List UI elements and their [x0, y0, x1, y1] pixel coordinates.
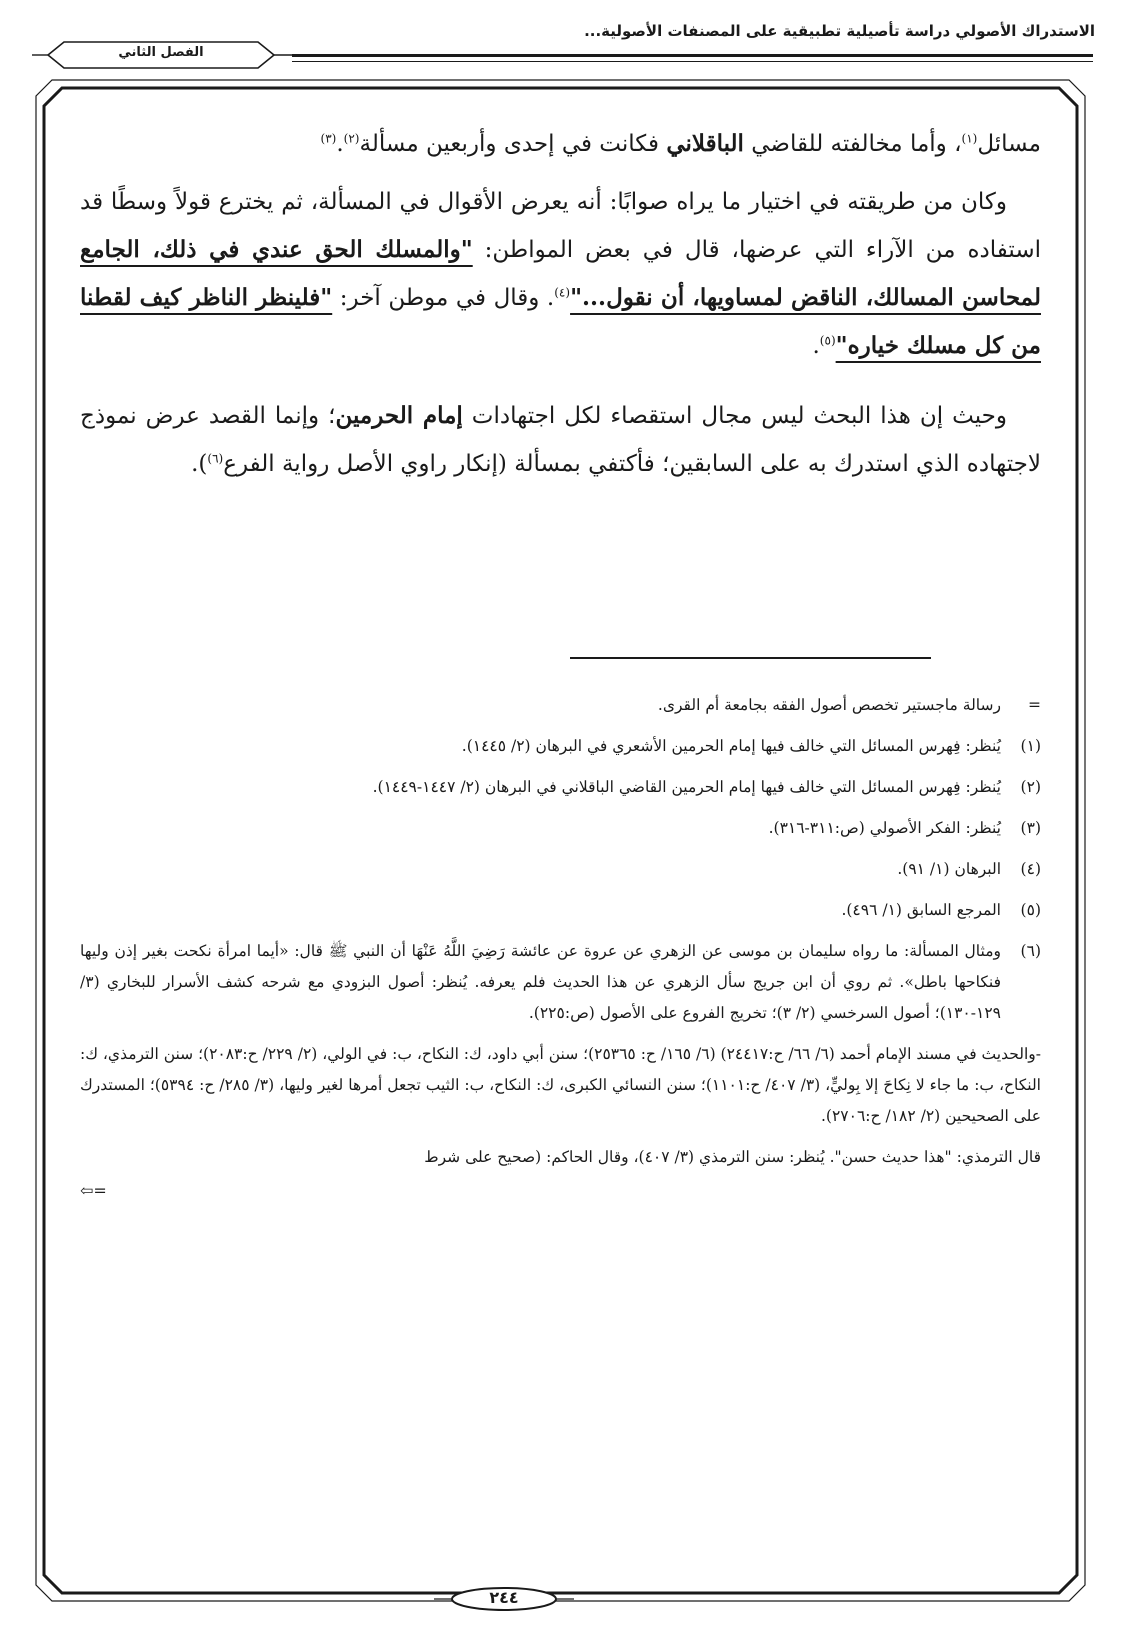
name-imam-haramayn: إمام الحرمين: [335, 402, 463, 429]
header-rule-thin: [292, 61, 1093, 62]
name-baqillani: الباقلاني: [666, 130, 744, 157]
footnote-number: (٦): [1020, 942, 1041, 960]
text-span: وكان من طريقته في اختيار ما يراه صوابًا: أنه يعرض الأقوال في المسألة، ثم يخترع قولاً وسطًا قد استفاده من الآراء التي عرضها، قال في بعض المواطن:: [80, 189, 1041, 263]
text-span: وحيث إن هذا البحث ليس مجال استقصاء لكل اجتهادات: [462, 403, 1008, 429]
text-span: فكانت في إحدى وأربعين مسألة: [359, 131, 667, 157]
footnote-6-hadith-sources: -والحديث في مسند الإمام أحمد (٦/ ٦٦/ ح:٢٤٤١٧) (٦/ ١٦٥/ ح: ٢٥٣٦٥)؛ سنن أبي داود، ك: النكاح، ب: في الولي، (٢/ ٢٢٩/ ح:٢٠٨٣)؛ سنن الترمذي، ك: النكاح، ب: ما جاء لا نِكاحَ إلا بِوليٍّ، (٣/ ٤٠٧/ ح:١١٠١)؛ سنن النسائي الكبرى، ك: النكاح، ب: الثيب تجعل أمرها لغير وليها، (٣/ ٢٨٥/ ح: ٥٣٩٤)؛ المستدرك على الصحيحين (٢/ ١٨٢/ ح:٢٧٠٦).: [80, 1045, 1041, 1125]
continuation-arrow-icon: ⇦=: [80, 1181, 107, 1200]
footnote-star: [80, 690, 1041, 721]
footnote-ref-6[interactable]: (٦): [207, 451, 224, 466]
footnote-marker: =: [1028, 696, 1041, 714]
footnote-number: (٤): [1020, 860, 1041, 878]
footnote-text: البرهان (١/ ٩١).: [897, 860, 1001, 878]
paragraph-2: [80, 178, 1041, 370]
footnote-6-grading: قال الترمذي: "هذا حديث حسن". يُنظر: سنن الترمذي (٣/ ٤٠٧)، وقال الحاكم: (صحيح على شرط: [424, 1148, 1041, 1166]
footnote-number: (٢): [1020, 778, 1041, 796]
footnote-number: (١): [1020, 737, 1041, 755]
footnote-separator: [570, 657, 931, 659]
running-title: الاستدراك الأصولي دراسة تأصيلية تطبيقية على المصنفات الأصولية...: [584, 22, 1095, 40]
main-text: [80, 120, 1041, 488]
footnote-5: [80, 895, 1041, 926]
footnote-ref-4[interactable]: (٤): [554, 285, 571, 300]
footnotes: [80, 690, 1041, 1206]
header-rule-thick: [292, 54, 1093, 57]
text-span: مسائل: [977, 131, 1041, 157]
footnote-4: [80, 854, 1041, 885]
footnote-text: ومثال المسألة: ما رواه سليمان بن موسى عن الزهري عن عروة عن عائشة رَضِيَ اللَّهُ عَنْهَا أن النبي ﷺ قال: «أيما امرأة نكحت بغير إذن وليها فنكاحها باطل». ثم روي أن ابن جريج سأل الزهري عن هذا الحديث فلم يعرفه. يُنظر: أصول البزودي مع شرحه كشف الأسرار للبخاري (٣/ ١٢٩-١٣٠)؛ أصول السرخسي (٢/ ٣)؛ تخريج الفروع على الأصول (ص:٢٢٥).: [80, 942, 1001, 1022]
chapter-label: الفصل الثاني: [118, 45, 204, 60]
text-span: .: [336, 131, 344, 157]
text-span: . وقال في موطن آخر:: [332, 285, 555, 311]
footnote-number: (٥): [1020, 901, 1041, 919]
footnote-ref-5[interactable]: (٥): [819, 333, 836, 348]
paragraph-3: [80, 392, 1041, 488]
footnote-text: يُنظر: الفكر الأصولي (ص:٣١١-٣١٦).: [768, 819, 1001, 837]
footnote-text: يُنظر: فِهرس المسائل التي خالف فيها إمام الحرمين الأشعري في البرهان (٢/ ١٤٤٥).: [461, 737, 1001, 755]
footnote-1: [80, 731, 1041, 762]
page-number-badge: [434, 1586, 574, 1612]
footnote-ref-3[interactable]: (٣): [320, 131, 337, 146]
footnote-text: يُنظر: فِهرس المسائل التي خالف فيها إمام الحرمين القاضي الباقلاني في البرهان (٢/ ١٤٤٧-١٤٤٩).: [372, 778, 1001, 796]
text-span: .: [812, 333, 820, 359]
page-number: ٢٤٤: [489, 1588, 519, 1607]
text-span: ، وأما مخالفته للقاضي: [743, 131, 962, 157]
quote-2: "فلينظر الناظر كيف لقطنا من كل مسلك خياره": [80, 284, 1041, 359]
footnote-text: رسالة ماجستير تخصص أصول الفقه بجامعة أم القرى.: [657, 696, 1001, 714]
text-span: ).: [191, 451, 208, 477]
text-span: ؛ وإنما القصد عرض نموذج لاجتهاده الذي استدرك به على السابقين؛ فأكتفي بمسألة (إنكار راوي الأصل رواية الفرع: [80, 403, 1041, 477]
footnote-number: (٣): [1020, 819, 1041, 837]
footnote-text: المرجع السابق (١/ ٤٩٦).: [841, 901, 1001, 919]
footnote-ref-1[interactable]: (١): [961, 131, 978, 146]
quote-1: "والمسلك الحق عندي في ذلك، الجامع لمحاسن المسالك، الناقض لمساويها، أن نقول...": [80, 236, 1041, 311]
footnote-3: [80, 813, 1041, 844]
footnote-6: [80, 936, 1041, 1029]
footnote-2: [80, 772, 1041, 803]
paragraph-1: [80, 120, 1041, 168]
footnote-ref-2[interactable]: (٢): [343, 131, 360, 146]
chapter-tab: [30, 38, 292, 72]
